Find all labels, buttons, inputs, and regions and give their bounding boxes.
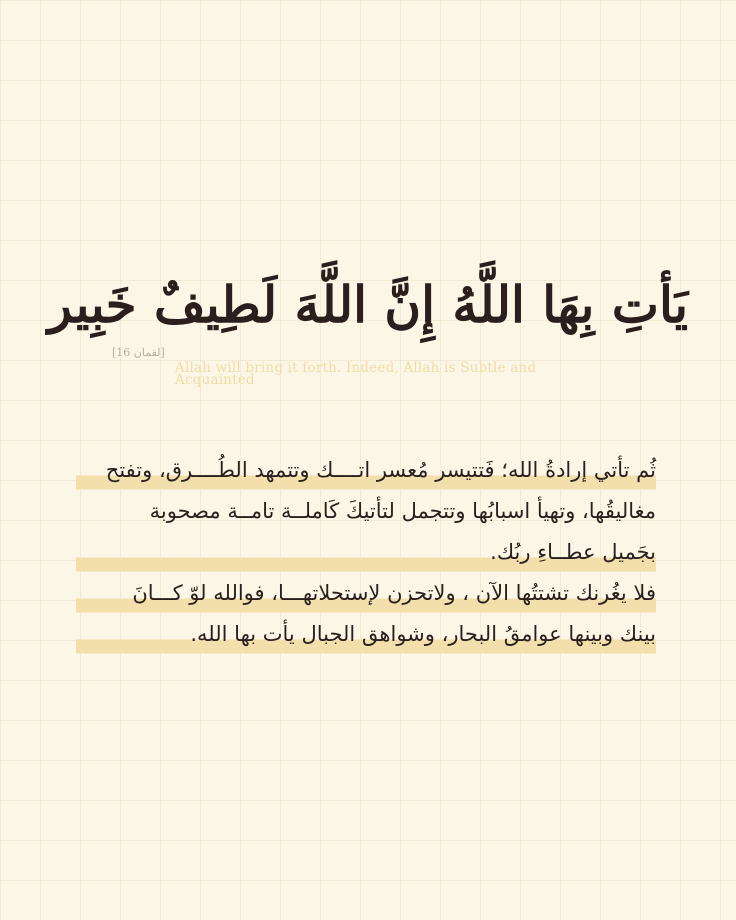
- verse-title: يَأتِ بِهَا اللَّهُ إِنَّ اللَّهَ لَطِيفٌ خَبِير: [47, 275, 689, 334]
- reflection-line: فلا يغُرنك تشتتُها الآن ، ولاتحزن لإستحلاتهـــا، فوالله لوّ كـــانَ: [76, 573, 656, 614]
- reflection-line: ثُم تأتي إرادةُ الله؛ فَتتيسر مُعسر اتــــك وتتمهد الطُــــرق، وتفتح: [76, 450, 656, 491]
- verse-reference: [لقمان 16]: [112, 346, 165, 359]
- reflection-line: بينك وبينها عوامقُ البحار، وشواهق الجبال يأت بها الله.: [76, 614, 656, 655]
- reflection-line: بجَميل عطــاءِ ربُك.: [76, 532, 656, 573]
- reflection-text: [76, 450, 656, 655]
- verse-translation: Allah will bring it forth. Indeed, Allah is Subtle and Acquainted: [175, 360, 537, 388]
- reflection-line: مغاليقُها، وتهيأ اسبابُها وتتجمل لتأتيكَ كَاملــة تامــة مصحوبة: [149, 499, 656, 523]
